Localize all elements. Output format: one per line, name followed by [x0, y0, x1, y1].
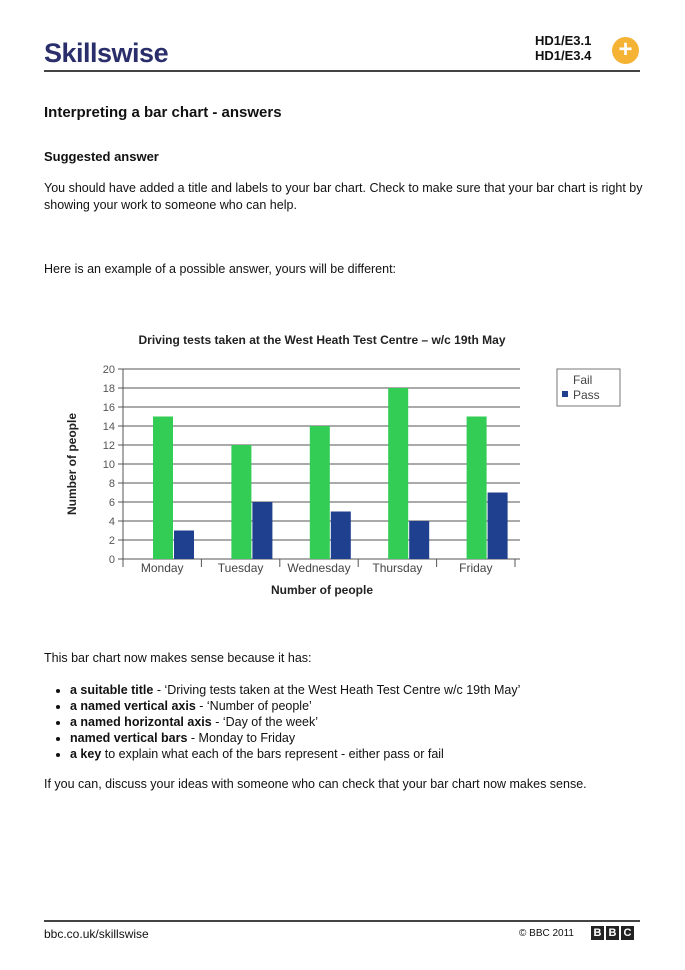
y-tick-label: 8 — [108, 478, 115, 490]
code-2: HD1/E3.4 — [535, 48, 592, 63]
bar-fail — [388, 388, 408, 559]
page-title: Interpreting a bar chart - answers — [44, 104, 282, 121]
y-tick-label: 10 — [102, 459, 115, 471]
y-axis-title: Number of people — [65, 412, 79, 516]
y-tick-label: 20 — [102, 364, 115, 376]
bar-fail — [231, 445, 251, 559]
legend-label-pass: Pass — [573, 388, 600, 402]
y-tick-label: 6 — [108, 497, 115, 509]
x-tick-label: Friday — [459, 561, 493, 575]
bar-pass — [331, 512, 351, 560]
bar-fail — [310, 426, 330, 559]
y-tick-label: 18 — [102, 383, 115, 395]
bar-pass — [409, 521, 429, 559]
closing-paragraph: If you can, discuss your ideas with someone who can check that your bar chart now makes sense. — [44, 777, 587, 791]
list-item: • a key to explain what each of the bars represent - either pass or fail — [70, 746, 670, 762]
bar-chart — [0, 320, 685, 640]
explanation-paragraph: This bar chart now makes sense because it has: — [44, 651, 312, 665]
plus-icon: + — [612, 37, 639, 64]
criteria-list — [44, 682, 670, 762]
y-tick-label: 12 — [102, 440, 115, 452]
bbc-logo — [591, 926, 634, 940]
bar-fail — [467, 417, 487, 560]
bar-fail — [153, 417, 173, 560]
example-paragraph: Here is an example of a possible answer, yours will be different: — [44, 262, 397, 276]
skillswise-logo: Skillswise — [44, 38, 169, 68]
curriculum-codes — [535, 33, 591, 63]
code-1: HD1/E3.1 — [535, 33, 592, 48]
x-tick-label: Thursday — [372, 561, 423, 575]
copyright: © BBC 2011 — [519, 928, 574, 939]
section-heading: Suggested answer — [44, 149, 159, 164]
footer-url[interactable]: bbc.co.uk/skillswise — [44, 927, 149, 941]
legend-swatch-pass — [562, 391, 568, 397]
list-item: • a named vertical axis - ‘Number of people’ — [70, 698, 670, 714]
bar-pass — [252, 502, 272, 559]
y-tick-label: 16 — [102, 402, 115, 414]
intro-paragraph: You should have added a title and labels to your bar chart. Check to make sure that your bar chart is right by showing your work to someone who can help. — [44, 181, 643, 212]
bbc-letter: C — [621, 926, 634, 940]
y-tick-label: 4 — [108, 516, 115, 528]
list-item: • named vertical bars - Monday to Friday — [70, 730, 670, 746]
x-tick-label: Tuesday — [217, 561, 264, 575]
x-tick-label: Monday — [140, 561, 184, 575]
list-item: • a suitable title - ‘Driving tests taken at the West Heath Test Centre w/c 19th May’ — [70, 682, 670, 698]
y-tick-label: 0 — [108, 554, 115, 566]
bbc-letter: B — [606, 926, 619, 940]
footer-divider — [44, 920, 640, 922]
bar-pass — [488, 493, 508, 560]
header-divider — [44, 70, 640, 72]
bar-pass — [174, 531, 194, 560]
bbc-letter: B — [591, 926, 604, 940]
list-item: • a named horizontal axis - ‘Day of the week’ — [70, 714, 670, 730]
y-tick-label: 14 — [102, 421, 115, 433]
legend-label-fail: Fail — [573, 373, 593, 387]
chart-title: Driving tests taken at the West Heath Test Centre – w/c 19th May — [138, 333, 506, 347]
y-tick-label: 2 — [108, 535, 115, 547]
x-tick-label: Wednesday — [287, 561, 351, 575]
x-axis-title: Number of people — [270, 583, 374, 597]
